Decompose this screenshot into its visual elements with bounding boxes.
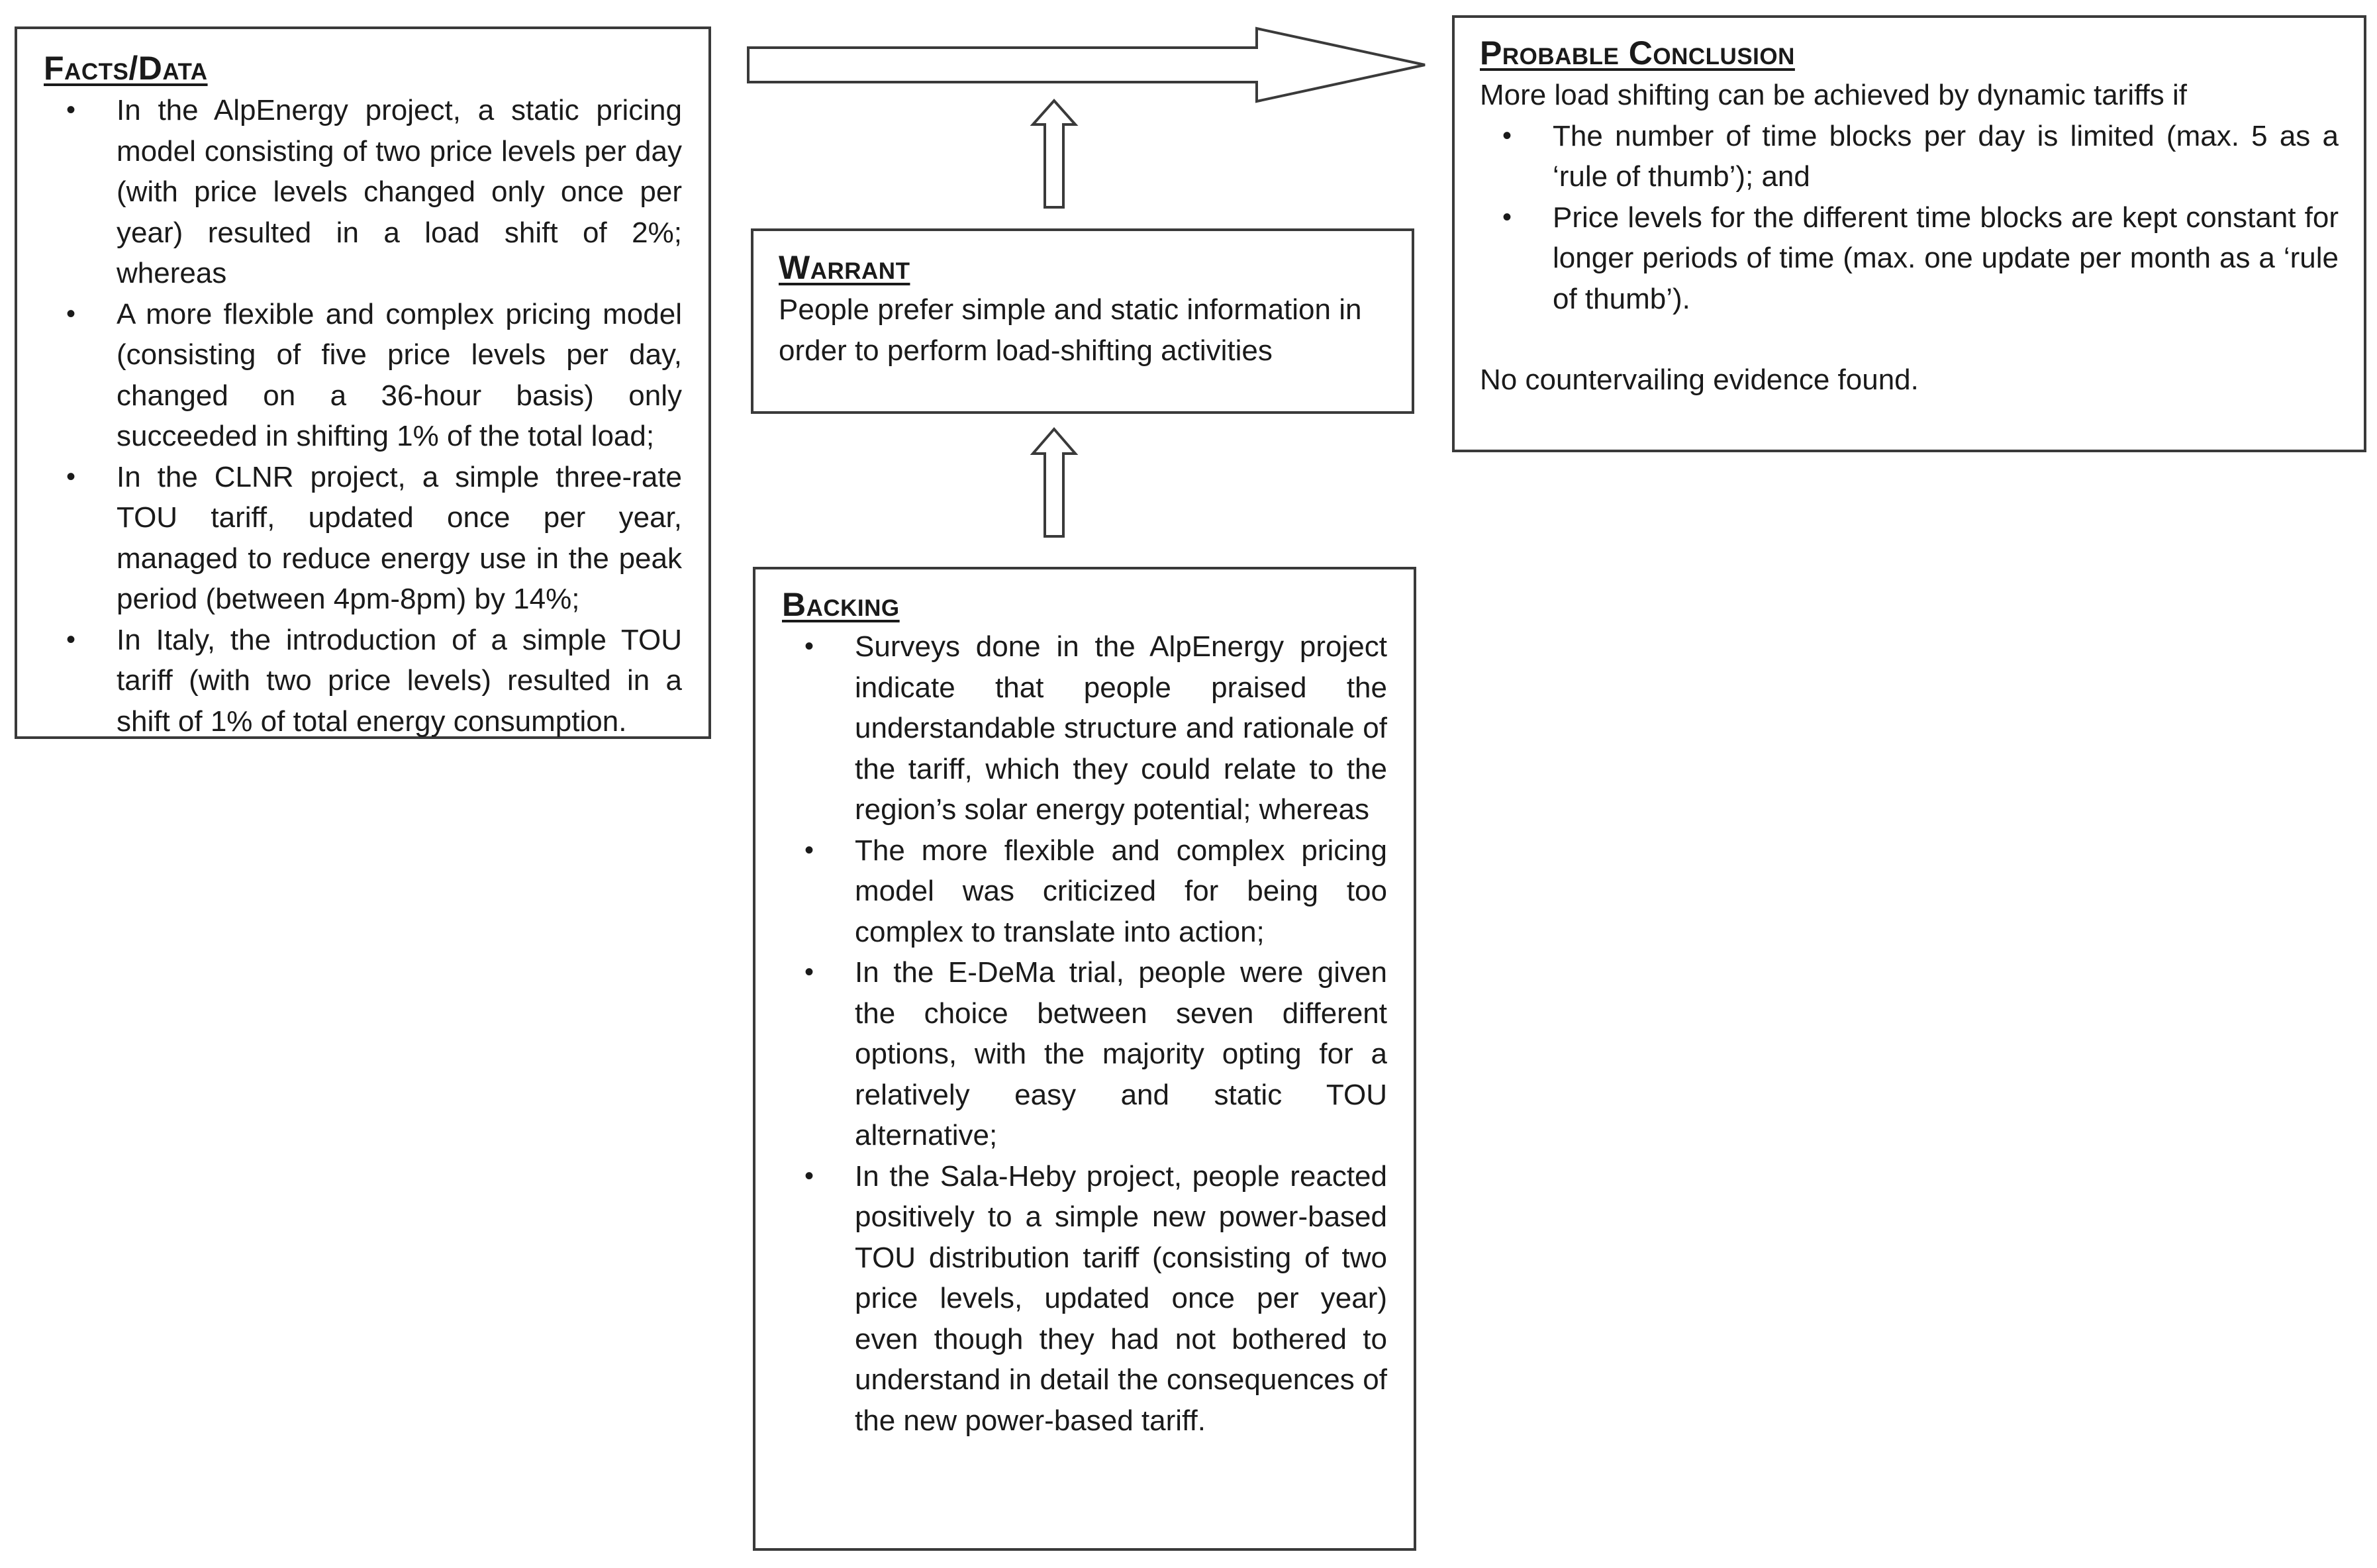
list-item bbox=[1480, 116, 2339, 197]
warrant-title: Warrant bbox=[779, 249, 910, 286]
conclusion-list bbox=[1480, 116, 2339, 320]
backing-list bbox=[782, 626, 1387, 1441]
list-item bbox=[44, 620, 682, 742]
conclusion-item-text: The number of time blocks per day is limited (max. 5 as a ‘rule of thumb’); and bbox=[1553, 119, 2339, 193]
bullet-icon: • bbox=[66, 95, 76, 124]
list-item bbox=[44, 294, 682, 457]
conclusion-item-text: Price levels for the different time blocks are kept constant for longer periods of time (max. one update per month as a ‘rule of thumb’). bbox=[1553, 201, 2339, 315]
list-item bbox=[782, 952, 1387, 1156]
bullet-icon: • bbox=[804, 632, 814, 661]
backing-item-text: In the Sala-Heby project, people reacted positively to a simple new power-based TOU distribution tariff (consisting of two price levels, updated once per year) even though they had not bothered to understand in detail the consequences of the new power-based tariff. bbox=[855, 1159, 1387, 1437]
bullet-icon: • bbox=[66, 624, 76, 654]
facts-item-text: In Italy, the introduction of a simple TOU tariff (with two price levels) resulted in a shift of 1% of total energy consumption. bbox=[117, 623, 682, 738]
backing-item-text: The more flexible and complex pricing model was criticized for being too complex to translate into action; bbox=[855, 834, 1387, 948]
facts-item-text: In the CLNR project, a simple three-rate TOU tariff, updated once per year, managed to reduce energy use in the peak period (between 4pm-8pm) by 14%; bbox=[117, 460, 682, 615]
bullet-icon: • bbox=[804, 1161, 814, 1191]
probable-conclusion-box bbox=[1452, 15, 2366, 452]
list-item bbox=[44, 457, 682, 620]
backing-to-warrant-up-arrow bbox=[1033, 429, 1075, 536]
facts-data-list bbox=[44, 90, 682, 742]
conclusion-intro: More load shifting can be achieved by dynamic tariffs if bbox=[1480, 79, 2187, 111]
bullet-icon: • bbox=[1502, 202, 1512, 232]
warrant-text: People prefer simple and static information in order to perform load-shifting activities bbox=[779, 293, 1362, 367]
facts-item-text: In the AlpEnergy project, a static pricing model consisting of two price levels per day (with price levels changed only once per year) resulted in a load shift of 2%; whereas bbox=[117, 94, 682, 289]
facts-data-title: Facts/Data bbox=[44, 50, 208, 87]
list-item bbox=[44, 90, 682, 294]
probable-conclusion-title: Probable Conclusion bbox=[1480, 34, 1795, 72]
bullet-icon: • bbox=[66, 299, 76, 328]
backing-item-text: Surveys done in the AlpEnergy project indicate that people praised the understandable structure and rationale of the tariff, which they could relate to the region’s solar energy potential; whereas bbox=[855, 630, 1387, 826]
list-item bbox=[1480, 197, 2339, 320]
warrant-to-arrow-up-arrow bbox=[1033, 101, 1075, 207]
bullet-icon: • bbox=[66, 462, 76, 491]
bullet-icon: • bbox=[1502, 121, 1512, 150]
backing-box bbox=[753, 567, 1416, 1551]
facts-to-conclusion-arrow bbox=[748, 28, 1425, 101]
bullet-icon: • bbox=[804, 835, 814, 865]
conclusion-note: No countervailing evidence found. bbox=[1480, 364, 1919, 396]
warrant-box bbox=[751, 228, 1414, 414]
backing-item-text: In the E-DeMa trial, people were given the choice between seven different options, with the majority opting for a relatively easy and static TOU alternative; bbox=[855, 956, 1387, 1152]
list-item bbox=[782, 626, 1387, 830]
facts-data-box bbox=[15, 26, 711, 739]
facts-item-text: A more flexible and complex pricing model (consisting of five price levels per day, changed on a 36-hour basis) only succeeded in shifting 1% of the total load; bbox=[117, 297, 682, 452]
spacer bbox=[1480, 319, 2339, 360]
bullet-icon: • bbox=[804, 957, 814, 987]
list-item bbox=[782, 830, 1387, 953]
backing-title: Backing bbox=[782, 586, 900, 623]
list-item bbox=[782, 1156, 1387, 1442]
